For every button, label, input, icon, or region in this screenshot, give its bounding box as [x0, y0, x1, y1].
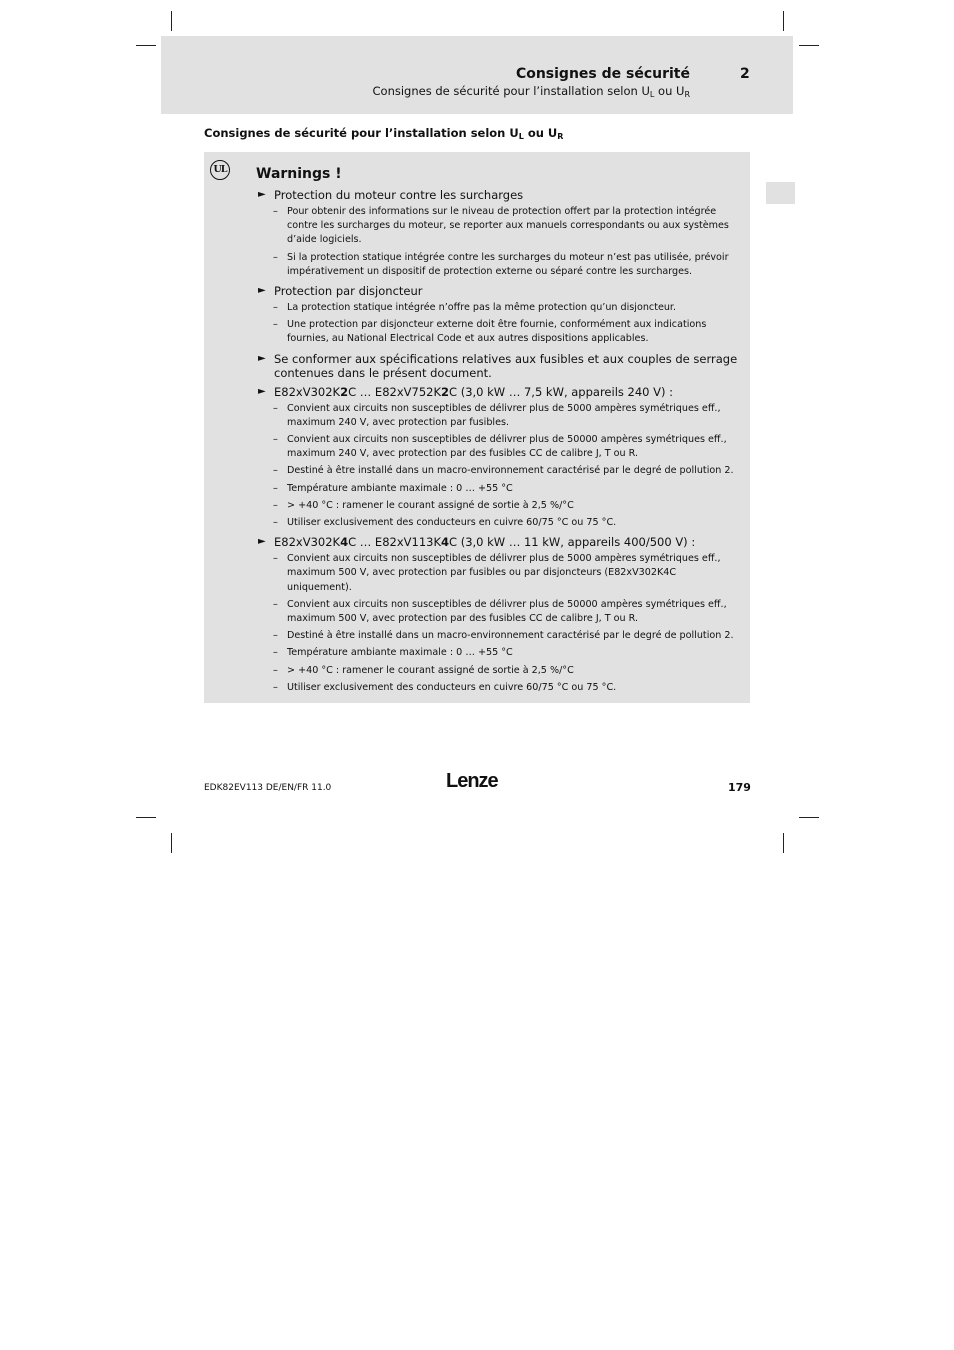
dash-bullet: –	[273, 251, 278, 263]
bullet-arrow-icon: ►	[258, 285, 266, 297]
lenze-logo: Lenze	[446, 770, 498, 792]
crop-mark	[136, 45, 156, 46]
list-item-text: La protection statique intégrée n’offre pas la même protection qu’un disjoncteur.	[287, 302, 677, 314]
list-item	[258, 318, 738, 346]
chapter-side-tab	[766, 182, 795, 204]
bullet-arrow-icon: ►	[258, 385, 266, 397]
list-item-text: Si la protection statique intégrée contre les surcharges du moteur n’est pas utilisée, prévoir impérativement un dispositif de protection externe ou séparé contre les surcharges.	[287, 251, 729, 277]
chapter-subtitle: Consignes de sécurité pour l’installation selon $U_L$ ou $U_R$	[372, 84, 690, 99]
dash-bullet: –	[273, 206, 278, 217]
bullet-arrow-icon: ►	[258, 352, 266, 364]
dash-bullet: –	[273, 553, 278, 565]
crop-mark	[783, 11, 784, 31]
heading-part: C (3,0 kW … 7,5 kW, appareils 240 V) :	[449, 384, 674, 399]
heading-part: C (3,0 kW … 11 kW, appareils 400/500 V) :	[449, 535, 696, 550]
list-item-text: Convient aux circuits non susceptibles de délivrer plus de 50000 ampères symétriques eff., maximum 240 V, avec protection par des fusibles CC de calibre J, T ou R.	[287, 434, 727, 460]
list-item	[258, 598, 738, 626]
list-item-text: Pour obtenir des informations sur le niveau de protection offert par la protection intégrée contre les surcharges du moteur, se reporter aux manuels correspondants ou aux systèmes d’aide logiciels.	[287, 206, 729, 246]
warning-list	[258, 188, 738, 700]
dash-bullet: –	[273, 434, 278, 446]
list-item	[258, 301, 738, 315]
crop-mark	[799, 45, 819, 46]
bullet-heading	[258, 535, 738, 549]
list-item	[258, 402, 738, 430]
heading-part: C … E82xV113K	[348, 535, 441, 550]
list-item-text: Convient aux circuits non susceptibles de délivrer plus de 5000 ampères symétriques eff., maximum 240 V, avec protection par fusibles.	[287, 402, 721, 428]
heading-part: 2	[340, 384, 349, 399]
warning-group	[258, 535, 738, 695]
crop-mark	[799, 817, 819, 818]
dash-bullet: –	[273, 302, 278, 314]
list-item-text: Une protection par disjoncteur externe doit être fournie, conformément aux indications fournies, au National Electrical Code et aux autres dispositions applicables.	[287, 319, 707, 345]
heading-part: E82xV302K	[274, 384, 341, 399]
list-item-text: Convient aux circuits non susceptibles de délivrer plus de 5000 ampères symétriques eff., maximum 500 V, avec protection par fusibles ou par disjoncteurs (E82xV302K4C uniquement).	[287, 553, 721, 593]
list-item	[258, 499, 738, 513]
list-item	[258, 552, 738, 595]
heading-part: 4	[441, 535, 450, 550]
bullet-arrow-icon: ►	[258, 189, 266, 200]
list-item	[258, 629, 738, 643]
list-item	[258, 205, 738, 248]
list-item-text: Utiliser exclusivement des conducteurs en cuivre 60/75 °C ou 75 °C.	[287, 517, 617, 529]
list-item	[258, 681, 738, 695]
list-item-text: Utiliser exclusivement des conducteurs en cuivre 60/75 °C ou 75 °C.	[287, 681, 617, 693]
warning-group	[258, 188, 738, 279]
dash-bullet: –	[273, 647, 278, 659]
list-item	[258, 464, 738, 478]
heading-part: E82xV302K	[274, 535, 341, 550]
page-number: 179	[728, 781, 751, 794]
heading-text: Se conformer aux spécifications relatives aux fusibles et aux couples de serrage contenues dans le présent document.	[274, 351, 738, 380]
dash-bullet: –	[273, 482, 278, 494]
chapter-title: Consignes de sécurité	[515, 66, 690, 82]
bullet-heading	[258, 284, 738, 298]
dash-bullet: –	[273, 681, 278, 693]
bullet-arrow-icon: ►	[258, 536, 266, 548]
dash-bullet: –	[273, 465, 278, 477]
heading-part: 4	[340, 535, 349, 550]
ul-warning-box	[204, 152, 750, 703]
document-id: EDK82EV113 DE/EN/FR 11.0	[204, 783, 332, 793]
dash-bullet: –	[273, 402, 278, 414]
list-item-text: Destiné à être installé dans un macro‑environnement caractérisé par le degré de pollution 2.	[287, 465, 734, 477]
bullet-heading	[258, 188, 738, 202]
dash-bullet: –	[273, 630, 278, 642]
dash-bullet: –	[273, 499, 278, 511]
heading-text: Protection du moteur contre les surcharges	[274, 188, 524, 202]
dash-bullet: –	[273, 664, 278, 676]
list-item	[258, 646, 738, 660]
list-item	[258, 433, 738, 461]
warning-group	[258, 284, 738, 347]
list-item-text: > +40 °C : ramener le courant assigné de sortie à 2,5 %/°C	[287, 499, 574, 511]
crop-mark	[136, 817, 156, 818]
warnings-title: Warnings !	[256, 166, 342, 182]
dash-bullet: –	[273, 319, 278, 331]
ul-listed-icon: UL	[210, 160, 230, 180]
list-item	[258, 664, 738, 678]
heading-text: Protection par disjoncteur	[274, 284, 423, 299]
list-item	[258, 251, 738, 279]
list-item-text: Destiné à être installé dans un macro‑environnement caractérisé par le degré de pollution 2.	[287, 630, 734, 642]
crop-mark	[171, 11, 172, 31]
list-item	[258, 516, 738, 530]
list-item	[258, 482, 738, 496]
list-item-text: Température ambiante maximale : 0 … +55 °C	[287, 482, 513, 494]
list-item-text: > +40 °C : ramener le courant assigné de sortie à 2,5 %/°C	[287, 664, 574, 676]
warning-group	[258, 385, 738, 531]
heading-part: C … E82xV752K	[348, 384, 441, 399]
bullet-heading	[258, 385, 738, 399]
dash-bullet: –	[273, 598, 278, 610]
dash-bullet: –	[273, 517, 278, 529]
warning-group	[258, 352, 738, 380]
heading-part: 2	[441, 384, 450, 399]
section-heading: Consignes de sécurité pour l’installation selon $U_L$ ou $U_R$	[204, 126, 564, 141]
bullet-heading	[258, 352, 738, 380]
crop-mark	[783, 833, 784, 853]
crop-mark	[171, 833, 172, 853]
chapter-number: 2	[740, 66, 750, 82]
header-band	[161, 36, 793, 114]
list-item-text: Convient aux circuits non susceptibles de délivrer plus de 50000 ampères symétriques eff., maximum 500 V, avec protection par des fusibles CC de calibre J, T ou R.	[287, 598, 727, 625]
list-item-text: Température ambiante maximale : 0 … +55 °C	[287, 647, 513, 659]
